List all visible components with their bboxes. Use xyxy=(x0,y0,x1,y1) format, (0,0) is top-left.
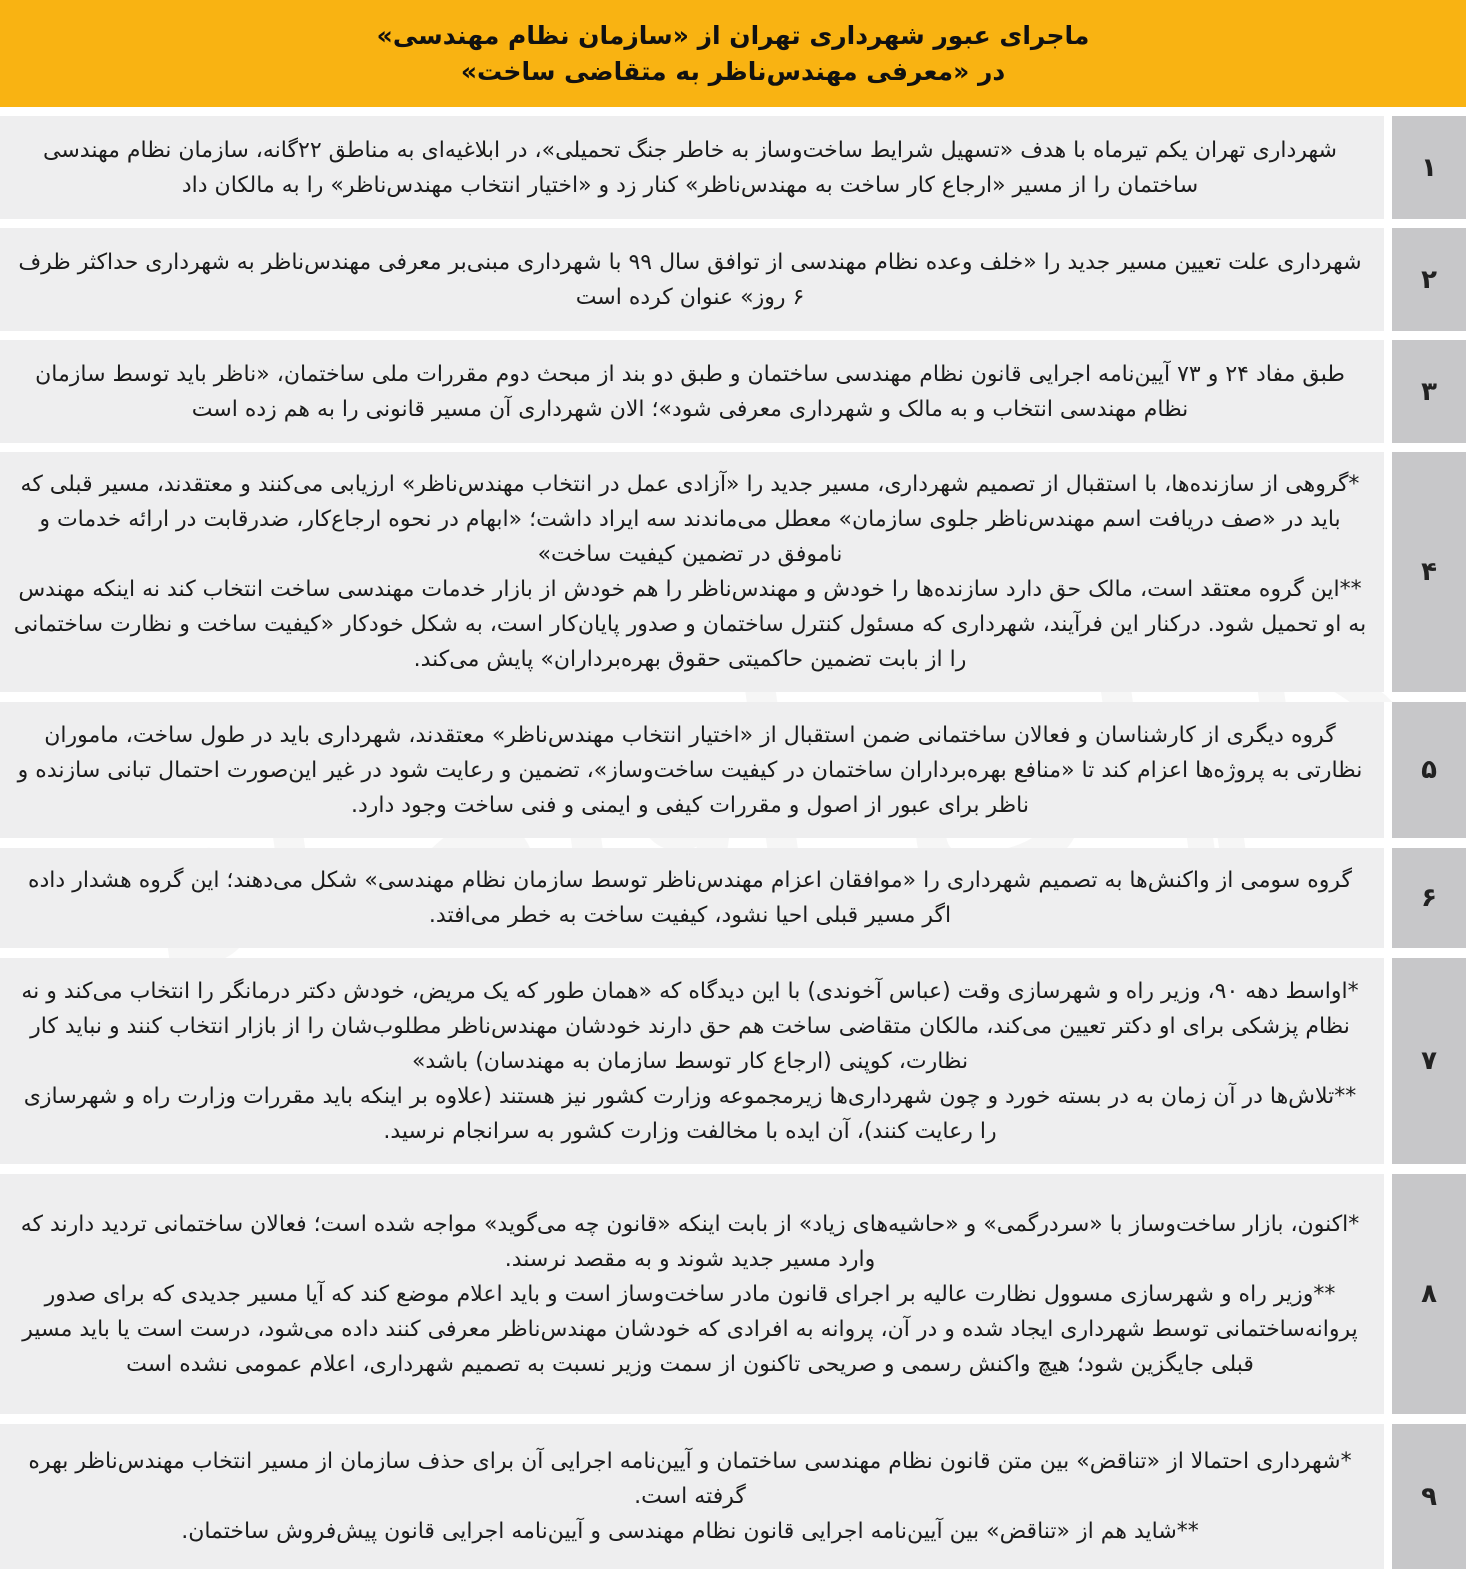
row-text xyxy=(0,340,1384,443)
row-text xyxy=(0,958,1384,1164)
table-row-7 xyxy=(0,958,1466,1164)
row-paragraph: گروه دیگری از کارشناسان و فعالان ساختمانی ضمن استقبال از «اختیار انتخاب مهندس‌ناظر» معتقدند، شهرداری باید در طول ساخت، ماموران نظارتی به پروژه‌ها اعزام کند تا «منافع بهره‌برداران ساختمان در کیفیت ساخت‌وساز»، تضمین و رعایت شود در غیر این‌صورت احتمال تبانی سازنده و ناظر برای عبور از اصول و مقررات کیفی و ایمنی و فنی ساخت وجود دارد. xyxy=(17,722,1363,818)
table-row-5 xyxy=(0,702,1466,838)
row-text xyxy=(0,1424,1384,1569)
row-number: ۲ xyxy=(1392,228,1466,331)
header-title-line-1: ماجرای عبور شهرداری تهران از «سازمان نظام مهندسی» xyxy=(376,20,1090,50)
table-row-2 xyxy=(0,228,1466,331)
row-text xyxy=(0,452,1384,692)
row-paragraph: **تلاش‌ها در آن زمان به در بسته خورد و چون شهرداری‌ها زیرمجموعه وزارت کشور نیز هستند (علاوه بر اینکه باید مقررات وزارت راه و شهرسازی را رعایت کنند)، آن ایده با مخالفت وزارت کشور به سرانجام نرسید. xyxy=(23,1083,1357,1144)
row-paragraph: *اواسط دهه ۹۰، وزیر راه و شهرسازی وقت (عباس آخوندی) با این دیدگاه که «همان طور که یک مریض، خودش دکتر درمانگر را انتخاب می‌کند و نه نظام پزشکی برای او دکتر تعیین می‌کند، مالکان متقاضی ساخت هم حق دارند خودشان مهندس‌ناظر مطلوب‌شان را از بازار انتخاب کنند و نباید کار نظارت، کوپنی (ارجاع کار توسط سازمان به مهندسان) باشد» xyxy=(21,978,1359,1074)
table-row-1 xyxy=(0,116,1466,219)
row-paragraph: *اکنون، بازار ساخت‌وساز با «سردرگمی» و «حاشیه‌های زیاد» از بابت اینکه «قانون چه می‌گوید» مواجه شده است؛ فعالان ساختمانی تردید دارند که وارد مسیر جدید شوند و به مقصد نرسند. xyxy=(20,1211,1360,1272)
row-number: ۳ xyxy=(1392,340,1466,443)
table-row-3 xyxy=(0,340,1466,443)
row-number: ۴ xyxy=(1392,452,1466,692)
row-number: ۹ xyxy=(1392,1424,1466,1569)
row-text xyxy=(0,228,1384,331)
row-number: ۵ xyxy=(1392,702,1466,838)
row-text xyxy=(0,848,1384,948)
header-title-line-2: در «معرفی مهندس‌ناظر به متقاضی ساخت» xyxy=(460,56,1006,86)
row-paragraph: *شهرداری احتمالا از «تناقض» بین متن قانون نظام مهندسی ساختمان و آیین‌نامه اجرایی آن برای حذف سازمان از مسیر انتخاب مهندس‌ناظر بهره گرفته است. xyxy=(28,1449,1352,1509)
row-paragraph: **این گروه معتقد است، مالک حق دارد سازنده‌ها را خودش و مهندس‌ناظر را هم خودش از بازار خدمات مهندسی ساخت انتخاب کند نه اینکه مهندس به او تحمیل شود. درکنار این فرآیند، شهرداری که مسئول کنترل ساختمان و صدور پایان‌کار است، به شکل خودکار «کیفیت ساخت و نظارت ساختمانی را از بابت تضمین حاکمیتی حقوق بهره‌برداران» پایش می‌کند. xyxy=(13,577,1367,672)
table-row-8 xyxy=(0,1174,1466,1414)
row-paragraph: شهرداری تهران یکم تیرماه با هدف «تسهیل شرایط ساخت‌وساز به خاطر جنگ تحمیلی»، در ابلاغیه‌ای به مناطق ۲۲گانه، سازمان نظام مهندسی ساختمان را از مسیر «ارجاع کار ساخت به مهندس‌ناظر» کنار زد و «اختیار انتخاب مهندس‌ناظر» را به مالکان داد xyxy=(43,137,1337,198)
row-paragraph: *گروهی از سازنده‌ها، با استقبال از تصمیم شهرداری، مسیر جدید را «آزادی عمل در انتخاب مهندس‌ناظر» ارزیابی می‌کنند و معتقدند، مسیر قبلی که باید در «صف دریافت اسم مهندس‌ناظر جلوی سازمان» معطل می‌ماندند سه ایراد داشت؛ «ابهام در نحوه ارجاع‌کار، ضدرقابت در ارائه خدمات و ناموفق در تضمین کیفیت ساخت» xyxy=(20,472,1360,567)
table-row-9 xyxy=(0,1424,1466,1569)
row-paragraph: **وزیر راه و شهرسازی مسوول نظارت عالیه بر اجرای قانون مادر ساخت‌وساز است و باید اعلام موضع کند که آیا مسیر جدیدی که برای صدور پروانه‌ساختمانی توسط شهرداری ایجاد شده و در آن، پروانه به افرادی که خودشان مهندس‌ناظر معرفی کنند داده می‌شود، درست است یا باید مسیر قبلی جایگزین شود؛ هیچ واکنش رسمی و صریحی تاکنون از سمت وزیر نسبت به تصمیم شهرداری، اعلام عمومی نشده است xyxy=(22,1281,1358,1377)
row-paragraph: طبق مفاد ۲۴ و ۷۳ آیین‌نامه اجرایی قانون نظام مهندسی ساختمان و طبق دو بند از مبحث دوم مقررات ملی ساختمان، «ناظر باید توسط سازمان نظام مهندسی انتخاب و به مالک و شهرداری معرفی شود»؛ الان شهرداری آن مسیر قانونی را به هم زده است xyxy=(35,361,1345,422)
row-paragraph: **شاید هم از «تناقض» بین آیین‌نامه اجرایی قانون نظام مهندسی و آیین‌نامه اجرایی قانون پیش‌فروش ساختمان. xyxy=(181,1519,1199,1544)
table-row-4 xyxy=(0,452,1466,692)
row-text xyxy=(0,116,1384,219)
row-number: ۸ xyxy=(1392,1174,1466,1414)
row-number: ۱ xyxy=(1392,116,1466,219)
row-paragraph: شهرداری علت تعیین مسیر جدید را «خلف وعده نظام مهندسی از توافق سال ۹۹ با شهرداری مبنی‌بر معرفی مهندس‌ناظر به شهرداری حداکثر ظرف ۶ روز» عنوان کرده است xyxy=(18,249,1362,310)
row-paragraph: گروه سومی از واکنش‌ها به تصمیم شهرداری را «موافقان اعزام مهندس‌ناظر توسط سازمان نظام مهندسی» شکل می‌دهند؛ این گروه هشدار داده اگر مسیر قبلی احیا نشود، کیفیت ساخت به خطر می‌افتد. xyxy=(27,868,1353,928)
table-row-6 xyxy=(0,848,1466,948)
row-text xyxy=(0,702,1384,838)
row-text xyxy=(0,1174,1384,1414)
row-number: ۷ xyxy=(1392,958,1466,1164)
row-number: ۶ xyxy=(1392,848,1466,948)
table-header xyxy=(0,0,1466,107)
